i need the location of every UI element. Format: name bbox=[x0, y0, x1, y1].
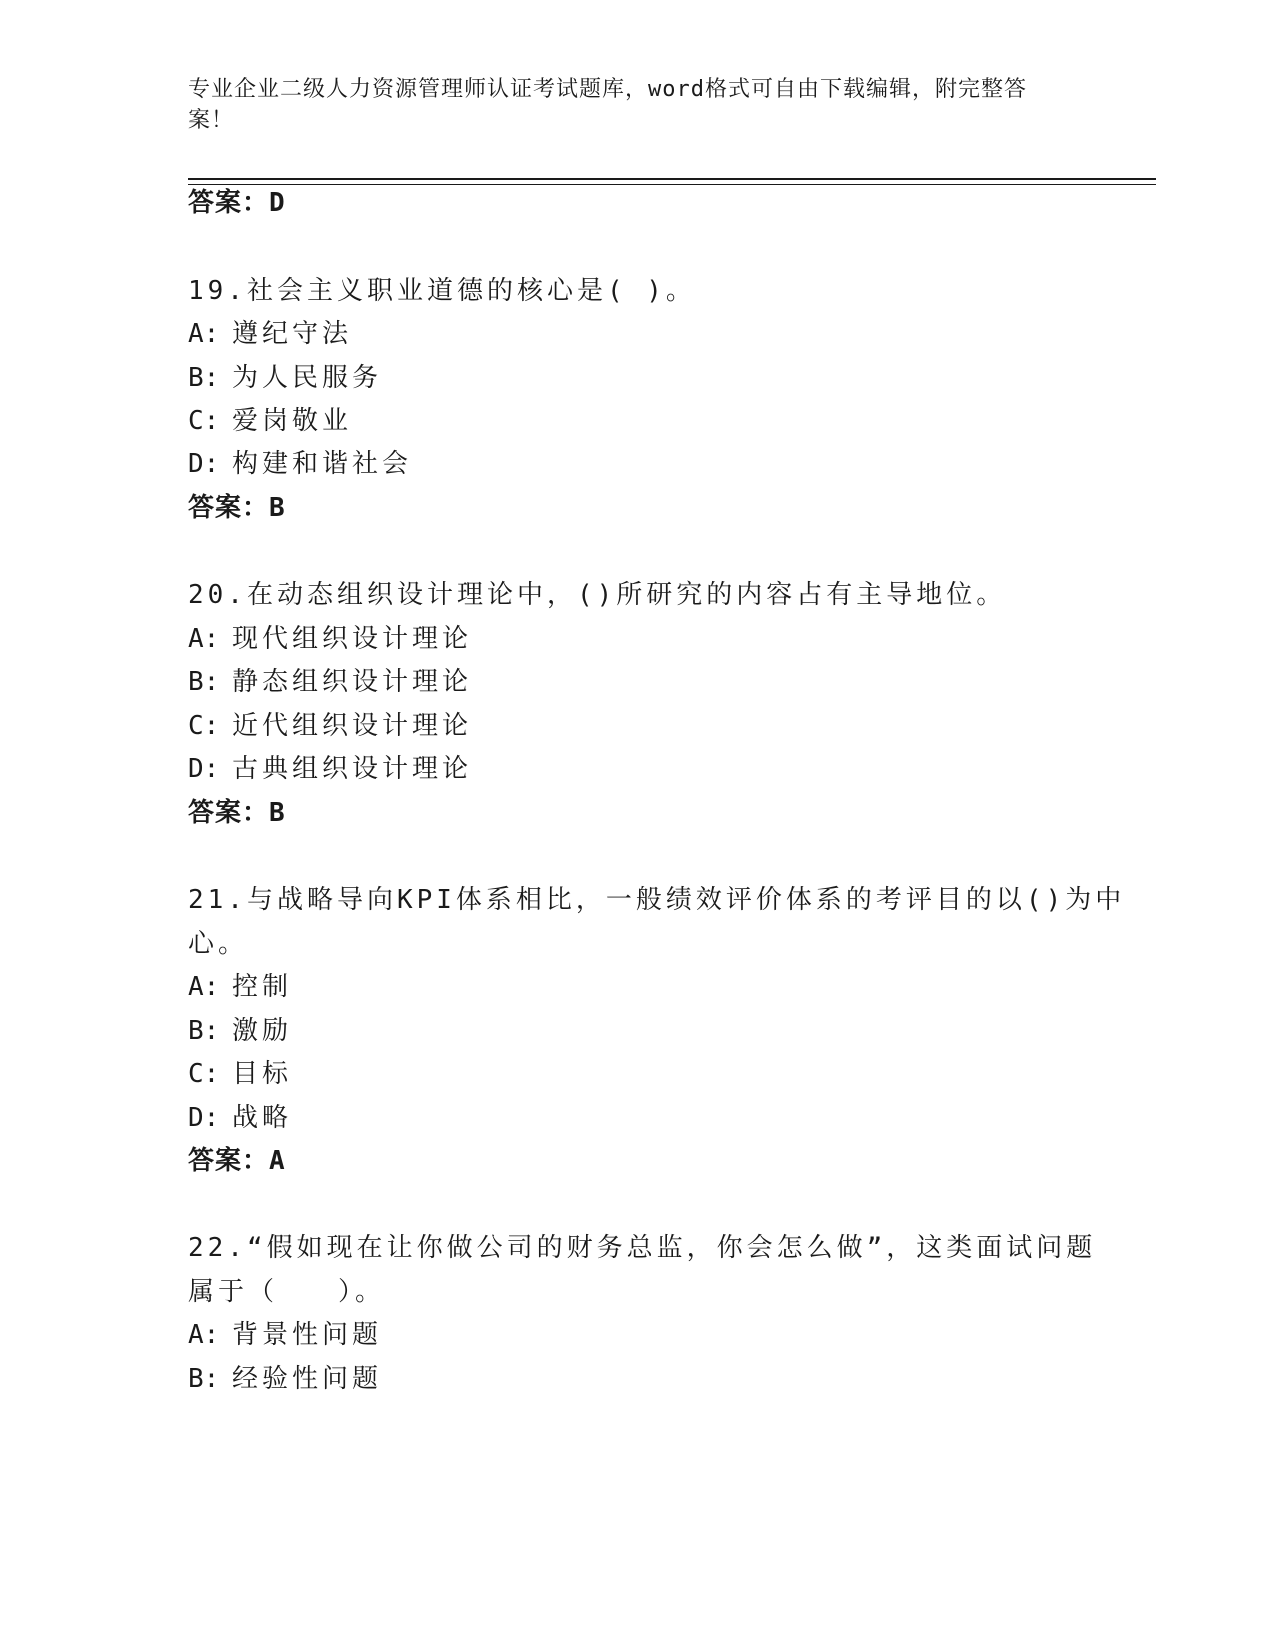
question-22-text-line1: 22.“假如现在让你做公司的财务总监，你会怎么做”，这类面试问题 bbox=[188, 1233, 1097, 1263]
document-header: 专业企业二级人力资源管理师认证考试题库，word格式可自由下载编辑，附完整答案！ bbox=[188, 77, 1027, 133]
question-21-option-c: C: 目标 bbox=[188, 1059, 293, 1089]
question-20-option-a: A: 现代组织设计理论 bbox=[188, 624, 473, 654]
question-20-text: 20.在动态组织设计理论中，()所研究的内容占有主导地位。 bbox=[188, 580, 1007, 610]
question-19-option-a: A: 遵纪守法 bbox=[188, 319, 353, 349]
answer-20: 答案：B bbox=[188, 798, 286, 828]
question-22-option-a: A: 背景性问题 bbox=[188, 1320, 383, 1350]
question-19-option-d: D: 构建和谐社会 bbox=[188, 449, 413, 479]
question-21-text-line2: 心。 bbox=[188, 929, 249, 959]
answer-19: 答案：B bbox=[188, 493, 286, 523]
question-21-option-a: A: 控制 bbox=[188, 972, 293, 1002]
question-22-text-line2: 属于（ ）。 bbox=[188, 1277, 386, 1307]
question-20-option-b: B: 静态组织设计理论 bbox=[188, 667, 473, 697]
question-19-text: 19.社会主义职业道德的核心是( )。 bbox=[188, 276, 696, 306]
header-divider-thin bbox=[188, 184, 1156, 185]
question-20-option-d: D: 古典组织设计理论 bbox=[188, 754, 473, 784]
question-21-option-d: D: 战略 bbox=[188, 1103, 293, 1133]
question-21-text-line1: 21.与战略导向KPI体系相比，一般绩效评价体系的考评目的以()为中 bbox=[188, 885, 1126, 915]
question-22-option-b: B: 经验性问题 bbox=[188, 1364, 383, 1394]
question-19-option-b: B: 为人民服务 bbox=[188, 363, 383, 393]
answer-21: 答案：A bbox=[188, 1146, 286, 1176]
question-21-option-b: B: 激励 bbox=[188, 1016, 293, 1046]
header-divider-thick bbox=[188, 178, 1156, 180]
question-20-option-c: C: 近代组织设计理论 bbox=[188, 711, 473, 741]
answer-18: 答案：D bbox=[188, 188, 286, 218]
question-19-option-c: C: 爱岗敬业 bbox=[188, 406, 353, 436]
